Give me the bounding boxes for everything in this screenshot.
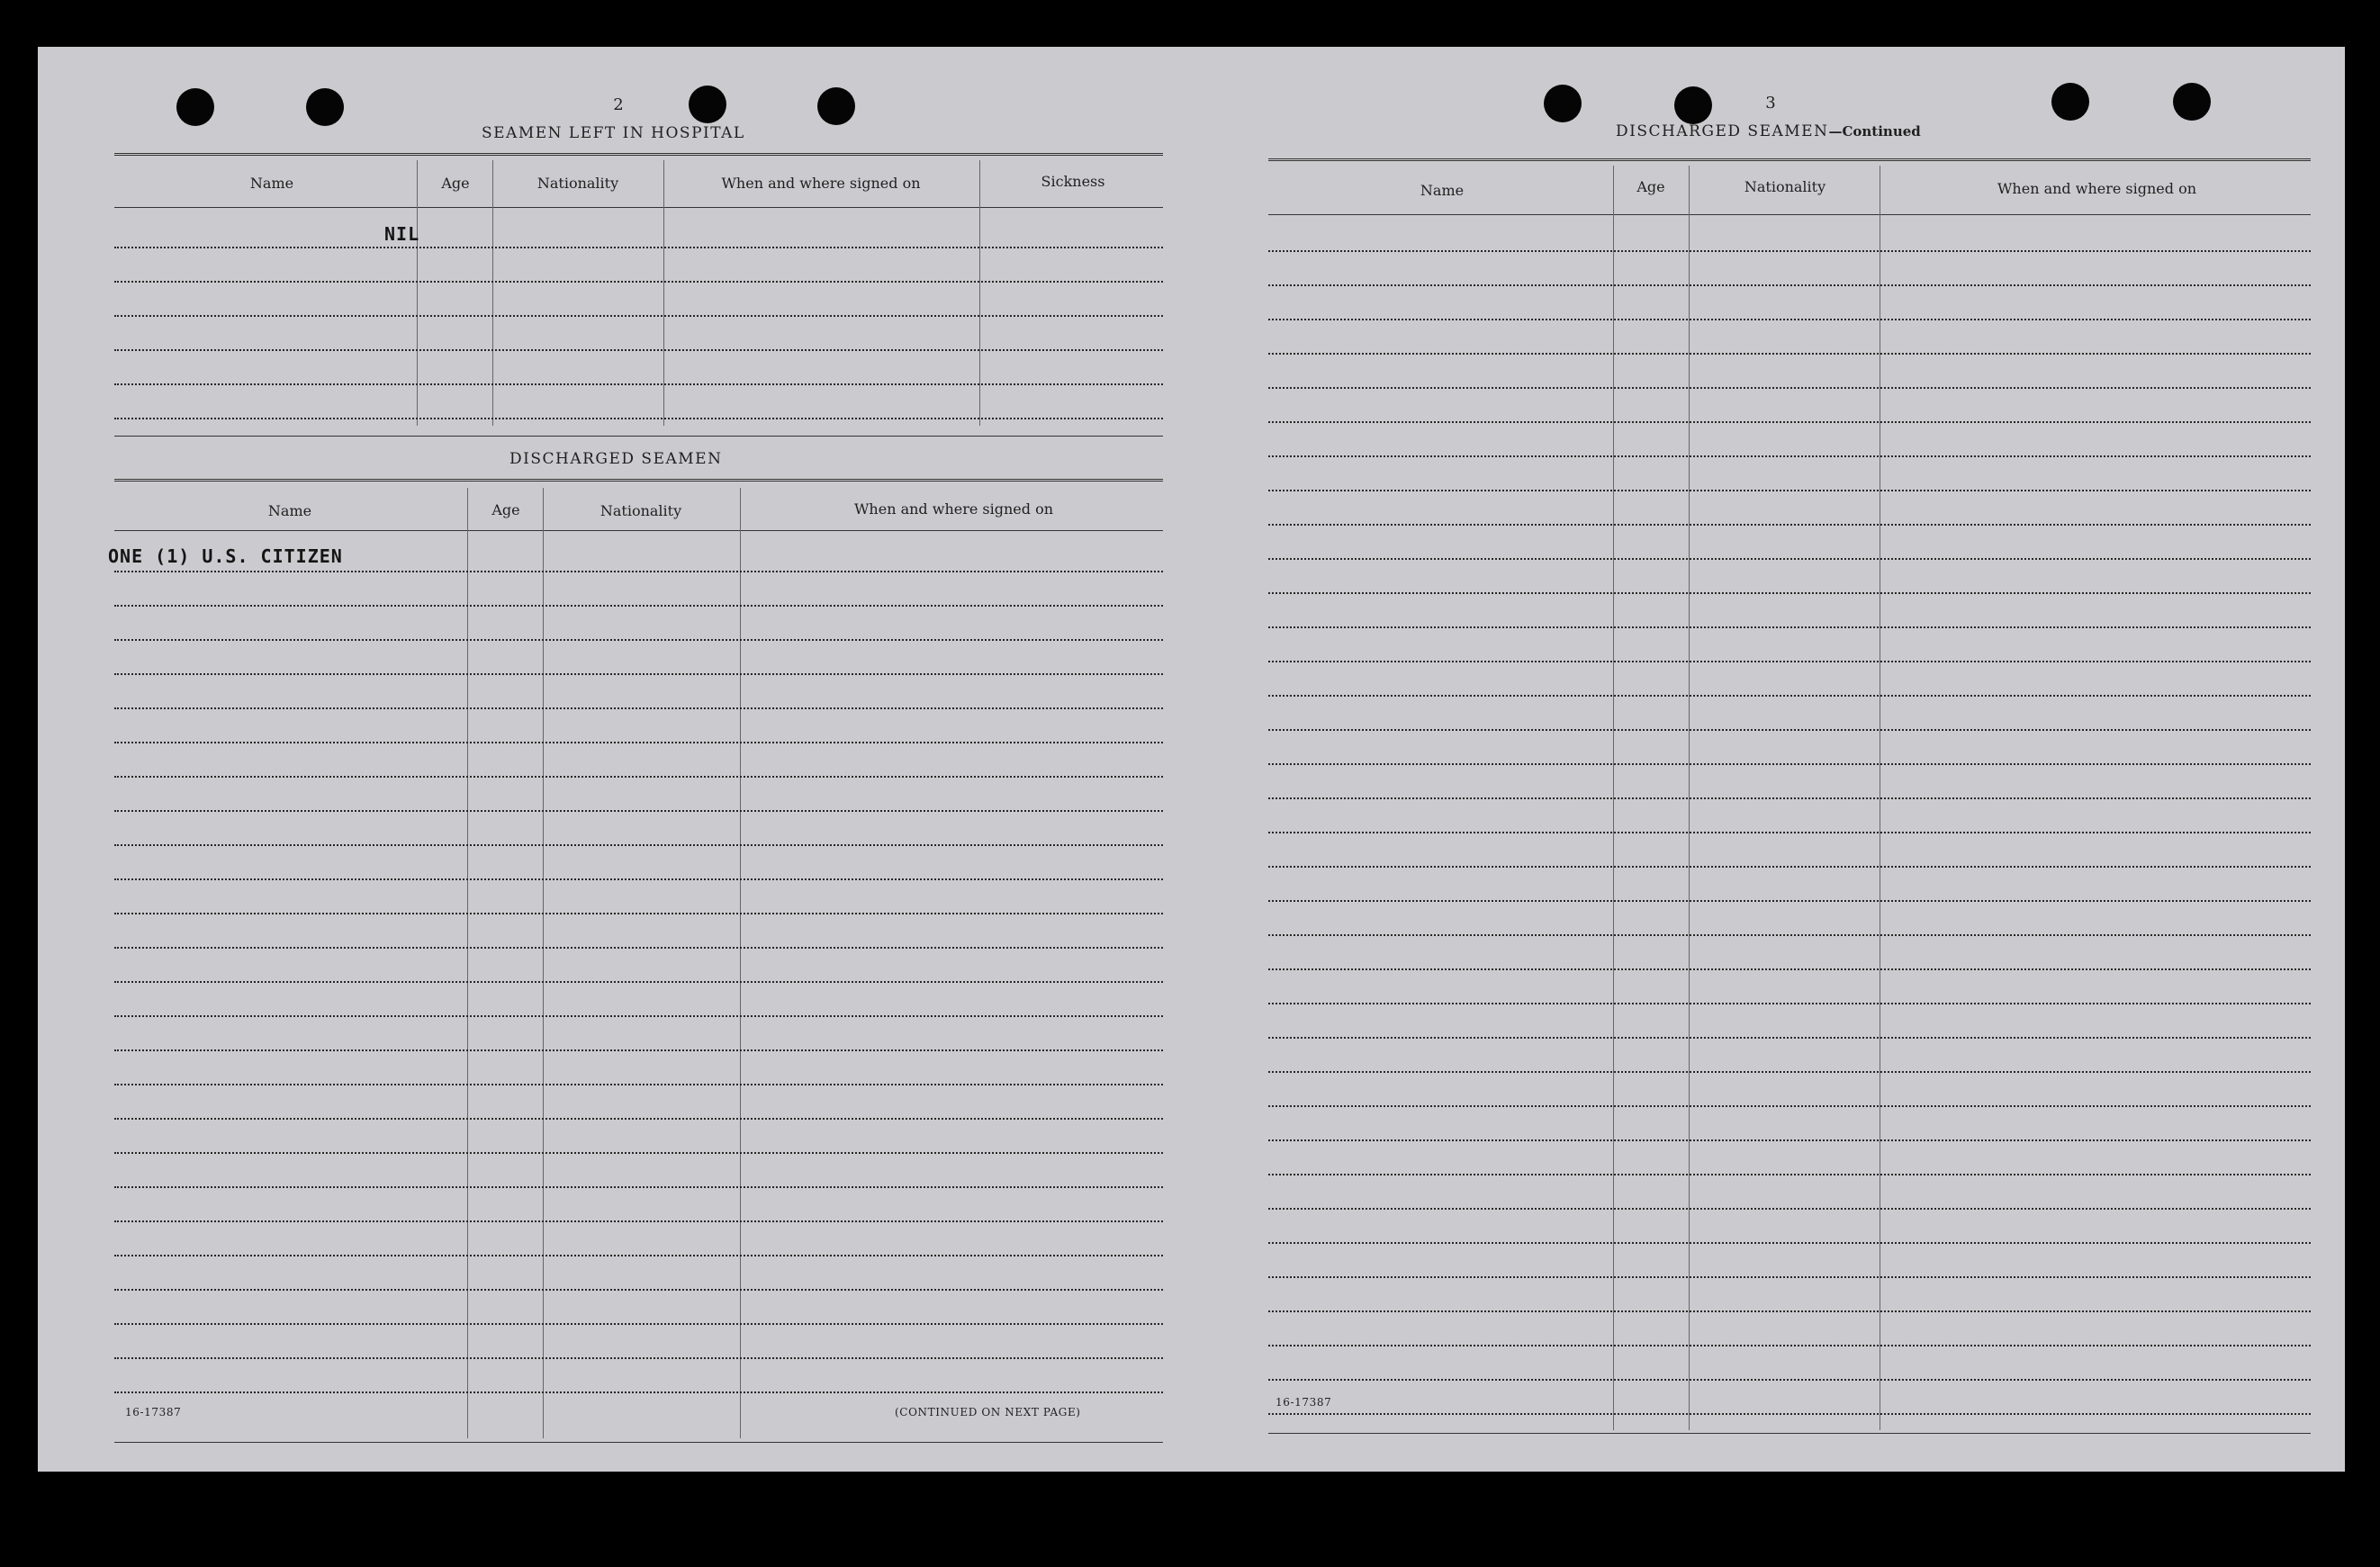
column-divider bbox=[740, 488, 741, 1438]
punch-hole bbox=[689, 86, 726, 123]
continued-note: (CONTINUED ON NEXT PAGE) bbox=[895, 1406, 1081, 1418]
form-number: 16-17387 bbox=[1276, 1396, 1332, 1409]
table-row-line bbox=[1268, 797, 2311, 799]
table-row-line bbox=[1268, 661, 2311, 662]
table-row-line bbox=[1268, 1208, 2311, 1210]
header-rule bbox=[114, 207, 1163, 208]
column-header-signed-on: When and where signed on bbox=[721, 175, 921, 192]
table-row-line bbox=[114, 844, 1163, 846]
table-row-line bbox=[114, 1255, 1163, 1256]
column-header-age: Age bbox=[1636, 178, 1665, 195]
table-row-line bbox=[114, 247, 1163, 248]
table-row-line bbox=[114, 776, 1163, 778]
column-header-signed-on: When and where signed on bbox=[853, 500, 1054, 518]
table-row-line bbox=[1268, 490, 2311, 491]
column-header-name: Name bbox=[1420, 182, 1465, 199]
table-row-line bbox=[1268, 387, 2311, 389]
table-row-line bbox=[114, 1084, 1163, 1085]
table-row-line bbox=[1268, 729, 2311, 731]
table-row-line bbox=[114, 1323, 1163, 1325]
table-row-line bbox=[114, 1049, 1163, 1051]
table-row-line bbox=[114, 673, 1163, 675]
table-row-line bbox=[114, 1186, 1163, 1188]
hospital-section-title: SEAMEN LEFT IN HOSPITAL bbox=[482, 124, 745, 142]
table-row-line bbox=[114, 1015, 1163, 1017]
table-row-line bbox=[1268, 1413, 2311, 1415]
table-row-line bbox=[114, 418, 1163, 419]
page-number: 2 bbox=[613, 95, 624, 114]
table-row-line bbox=[1268, 832, 2311, 833]
title-suffix: —Continued bbox=[1828, 123, 1921, 140]
table-row-line bbox=[1268, 558, 2311, 560]
table-row-line bbox=[114, 1118, 1163, 1120]
column-header-nationality: Nationality bbox=[536, 175, 619, 192]
table-row-line bbox=[1268, 968, 2311, 970]
column-header-age: Age bbox=[441, 175, 470, 192]
table-row-line bbox=[1268, 1139, 2311, 1141]
table-row-line bbox=[114, 981, 1163, 983]
table-row-line bbox=[114, 1289, 1163, 1291]
table-row-line bbox=[1268, 592, 2311, 594]
hospital-entry: NIL bbox=[384, 223, 420, 245]
header-rule bbox=[1268, 214, 2311, 215]
title-text: DISCHARGED SEAMEN bbox=[1616, 122, 1829, 140]
discharged-entry: ONE (1) U.S. CITIZEN bbox=[108, 545, 343, 567]
table-row-line bbox=[114, 947, 1163, 949]
table-row-line bbox=[114, 281, 1163, 283]
table-top-rule bbox=[114, 479, 1163, 484]
punch-hole bbox=[306, 88, 344, 126]
column-divider bbox=[663, 160, 664, 426]
column-divider bbox=[417, 160, 418, 426]
table-row-line bbox=[1268, 284, 2311, 286]
table-row-line bbox=[1268, 421, 2311, 423]
header-rule bbox=[114, 530, 1163, 531]
table-row-line bbox=[114, 878, 1163, 880]
table-row-line bbox=[114, 383, 1163, 385]
table-row-line bbox=[1268, 353, 2311, 355]
table-row-line bbox=[1268, 1003, 2311, 1004]
table-bottom-rule bbox=[114, 1442, 1163, 1443]
table-row-line bbox=[114, 315, 1163, 317]
table-top-rule bbox=[1268, 158, 2311, 164]
table-row-line bbox=[114, 742, 1163, 743]
table-row-line bbox=[114, 1391, 1163, 1393]
table-row-line bbox=[1268, 1105, 2311, 1107]
table-row-line bbox=[1268, 626, 2311, 628]
table-row-line bbox=[114, 349, 1163, 351]
table-top-rule bbox=[114, 153, 1163, 158]
punch-hole bbox=[2051, 83, 2089, 121]
column-header-sickness: Sickness bbox=[1041, 173, 1105, 190]
punch-hole bbox=[817, 87, 855, 125]
table-row-line bbox=[114, 1220, 1163, 1222]
page-number: 3 bbox=[1765, 94, 1776, 113]
table-row-line bbox=[114, 1152, 1163, 1154]
discharged-continued-title bbox=[1616, 122, 1921, 140]
table-row-line bbox=[114, 571, 1163, 572]
table-row-line bbox=[1268, 1345, 2311, 1346]
table-row-line bbox=[1268, 319, 2311, 320]
table-row-line bbox=[1268, 1174, 2311, 1175]
table-row-line bbox=[114, 913, 1163, 914]
punch-hole bbox=[1544, 85, 1582, 122]
table-row-line bbox=[1268, 524, 2311, 526]
table-row-line bbox=[1268, 1242, 2311, 1244]
table-row-line bbox=[114, 707, 1163, 709]
table-row-line bbox=[1268, 455, 2311, 457]
column-header-age: Age bbox=[491, 501, 520, 518]
table-row-line bbox=[1268, 1310, 2311, 1312]
column-header-nationality: Nationality bbox=[600, 502, 682, 519]
table-row-line bbox=[1268, 934, 2311, 936]
column-divider bbox=[492, 160, 493, 426]
document-sheet bbox=[38, 47, 2345, 1472]
column-header-name: Name bbox=[249, 175, 294, 192]
table-row-line bbox=[1268, 1071, 2311, 1073]
punch-hole bbox=[176, 88, 214, 126]
table-row-line bbox=[114, 1357, 1163, 1359]
column-divider bbox=[979, 160, 980, 426]
table-bottom-rule bbox=[1268, 1433, 2311, 1434]
table-row-line bbox=[1268, 763, 2311, 765]
table-row-line bbox=[1268, 1037, 2311, 1039]
table-row-line bbox=[1268, 1379, 2311, 1381]
discharged-section-title: DISCHARGED SEAMEN bbox=[509, 450, 723, 468]
column-header-nationality: Nationality bbox=[1744, 178, 1826, 195]
column-divider bbox=[543, 488, 544, 1438]
column-divider bbox=[467, 488, 468, 1438]
table-row-line bbox=[114, 639, 1163, 641]
table-bottom-rule bbox=[114, 436, 1163, 437]
column-header-signed-on: When and where signed on bbox=[1997, 180, 2197, 197]
table-row-line bbox=[114, 605, 1163, 607]
punch-hole bbox=[1674, 86, 1712, 124]
form-number: 16-17387 bbox=[125, 1406, 182, 1418]
table-row-line bbox=[1268, 695, 2311, 697]
table-row-line bbox=[1268, 250, 2311, 252]
column-header-name: Name bbox=[267, 502, 312, 519]
table-row-line bbox=[1268, 1276, 2311, 1278]
table-row-line bbox=[114, 810, 1163, 812]
punch-hole bbox=[2173, 83, 2211, 121]
table-row-line bbox=[1268, 866, 2311, 868]
table-row-line bbox=[1268, 900, 2311, 902]
